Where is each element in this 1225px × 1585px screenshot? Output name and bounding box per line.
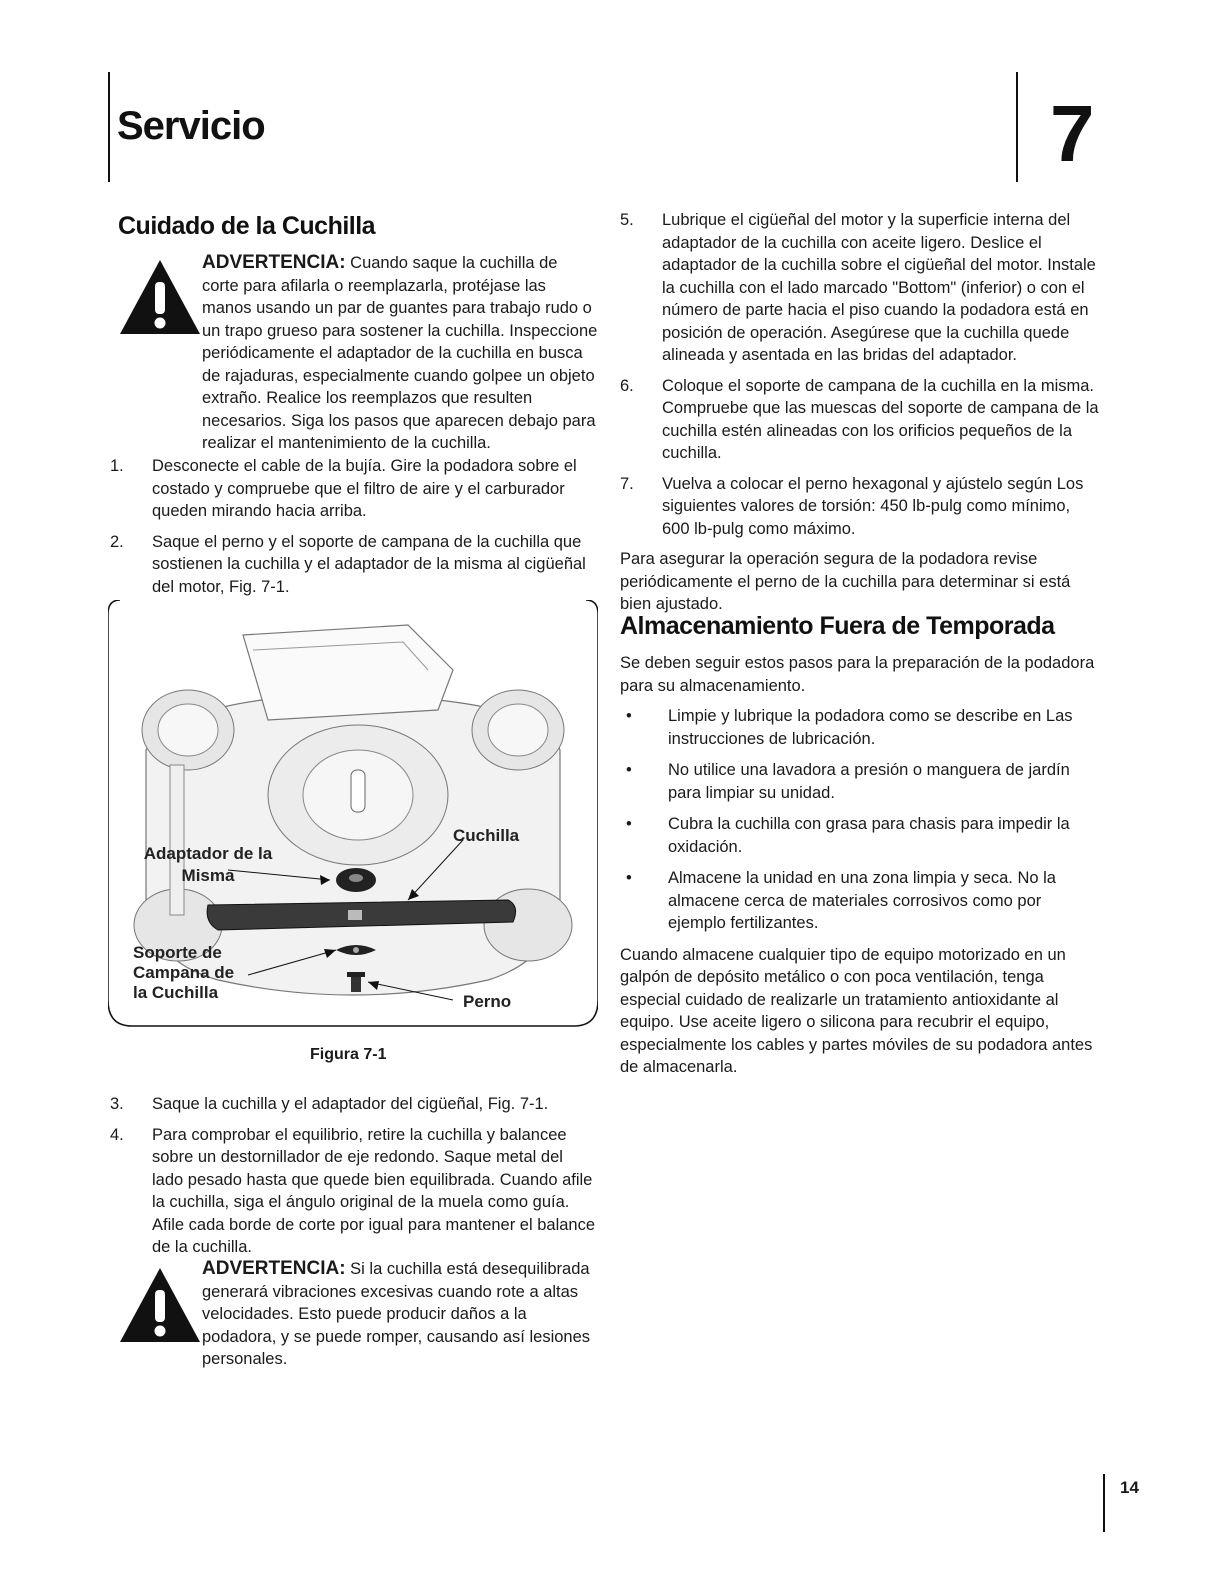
- warning-label: ADVERTENCIA:: [202, 252, 346, 273]
- section-title-blade-care: Cuidado de la Cuchilla: [118, 212, 376, 240]
- step-text: Coloque el soporte de campana de la cuchilla en la misma. Compruebe que las muescas del soporte de campana de la cuchilla estén alineadas con los orificios pequeños de la cuchilla.: [662, 376, 1099, 462]
- label-soporte: Soporte de Campana de la Cuchilla: [133, 943, 235, 1002]
- warning-text: Si la cuchilla está desequilibrada generará vibraciones excesivas cuando rote a altas velocidades. Esto puede producir daños a la podadora, y se puede romper, causando así lesiones personales.: [202, 1260, 591, 1368]
- step-text: Lubrique el cigüeñal del motor y la superficie interna del adaptador de la cuchilla con aceite ligero. Deslice el adaptador de la cuchilla sobre el cigüeñal del motor. Instale la cuchilla con el lado marcado "Bottom" (inferior) o con el número de parte hacia el piso cuando la podadora está en posición de operación. Asegúrese que la cuchilla quede alineada y asentada en las bridas del adaptador.: [662, 211, 1096, 364]
- step-text: Vuelva a colocar el perno hexagonal y ajústelo según Los siguientes valores de torsión: 450 lb-pulg como mínimo, 600 lb-pulg como máximo.: [662, 474, 1084, 538]
- figure-7-1: [108, 600, 598, 1028]
- list-item: [620, 209, 1100, 367]
- list-item: • Limpie y lubrique la podadora como se describe en Las instrucciones de lubricación.: [626, 707, 1073, 748]
- list-item: • Cubra la cuchilla con grasa para chasis para impedir la oxidación.: [626, 815, 1070, 856]
- warning-label: ADVERTENCIA:: [202, 1258, 346, 1279]
- warning-text: Cuando saque la cuchilla de corte para afilarla o reemplazarla, protéjase las manos usando un par de guantes para trabajo rudo o un trapo grueso para sostener la cuchilla. Inspeccione periódicamente el adaptador de la cuchilla en busca de rajaduras, especialmente cuando golpee un objeto extraño. Realice los reemplazos que resulten necesarios. Siga los pasos que aparecen debajo para realizar el mantenimiento de la cuchilla.: [202, 254, 598, 452]
- label-cuchilla: Cuchilla: [453, 826, 520, 845]
- step-text: Saque el perno y el soporte de campana de la cuchilla que sostienen la cuchilla y el adaptador de la misma al cigüeñal del motor, Fig. 7-1.: [152, 532, 586, 596]
- list-item: [620, 375, 1100, 465]
- footer-rule: [1103, 1474, 1105, 1532]
- paragraph: Cuando almacene cualquier tipo de equipo motorizado en un galpón de depósito metálico o con poca ventilación, tenga especial cuidado de realizarle un tratamiento antioxidante al equipo. Use aceite ligero o silicona para recubrir el equipo, especialmente los cables y partes móviles de su podadora antes de almacenarla.: [620, 945, 1093, 1076]
- header-right-rule: [1016, 72, 1018, 182]
- header-left-rule: [108, 72, 110, 182]
- step-number: 1.: [110, 457, 124, 475]
- list-item: [110, 531, 598, 599]
- label-adaptador: Adaptador de la Misma: [143, 844, 273, 885]
- steps-list-a: [110, 455, 598, 606]
- list-item: [110, 1124, 598, 1259]
- bullet-text: Almacene la unidad en una zona limpia y seca. No la almacene cerca de materiales corrosivos como por ejemplo fertilizantes.: [668, 869, 1056, 932]
- list-item: • No utilice una lavadora a presión o manguera de jardín para limpiar su unidad.: [626, 761, 1070, 802]
- storage-content: [620, 652, 1100, 1079]
- paragraph: Se deben seguir estos pasos para la preparación de la podadora para su almacenamiento.: [620, 654, 1095, 695]
- chapter-number: 7: [1050, 89, 1095, 178]
- step-text: Saque la cuchilla y el adaptador del cigüeñal, Fig. 7-1.: [152, 1095, 549, 1113]
- figure-caption: Figura 7-1: [310, 1046, 387, 1063]
- list-item: [110, 455, 598, 523]
- warning-block-1: [118, 252, 598, 455]
- bullet-text: Limpie y lubrique la podadora como se describe en Las instrucciones de lubricación.: [668, 707, 1073, 748]
- step-number: 4.: [110, 1125, 124, 1144]
- list-item: [110, 1093, 598, 1116]
- list-item: • Almacene la unidad en una zona limpia y seca. No la almacene cerca de materiales corrosivos como por ejemplo fertilizantes.: [626, 869, 1056, 932]
- list-item: [620, 473, 1100, 541]
- step-number: 7.: [620, 474, 634, 493]
- warning-triangle-icon: [118, 1266, 202, 1344]
- warning-block-2: [118, 1258, 598, 1371]
- step-number: 3.: [110, 1095, 124, 1113]
- step-text: Para comprobar el equilibrio, retire la cuchilla y balancee sobre un destornillador de eje redondo. Saque metal del lado pesado hasta que quede bien equilibrada. Cuando afile la cuchilla, siga el ángulo original de la muela como guía. Afile cada borde de corte por igual para mantener el balance de la cuchilla.: [152, 1125, 596, 1256]
- steps-list-right: [620, 209, 1100, 616]
- paragraph: Para asegurar la operación segura de la podadora revise periódicamente el perno de la cuchilla para determinar si está bien ajustado.: [620, 550, 1071, 613]
- section-title-storage: Almacenamiento Fuera de Temporada: [620, 612, 1055, 640]
- label-perno: Perno: [463, 992, 512, 1011]
- bullet-text: No utilice una lavadora a presión o manguera de jardín para limpiar su unidad.: [668, 761, 1070, 802]
- bullet-text: Cubra la cuchilla con grasa para chasis para impedir la oxidación.: [668, 815, 1070, 856]
- step-text: Desconecte el cable de la bujía. Gire la podadora sobre el costado y compruebe que el filtro de aire y el carburador queden mirando hacia arriba.: [152, 457, 577, 520]
- page-title: Servicio: [117, 104, 265, 148]
- step-number: 2.: [110, 532, 124, 551]
- warning-triangle-icon: [118, 258, 202, 336]
- step-number: 5.: [620, 211, 634, 229]
- step-number: 6.: [620, 376, 634, 395]
- steps-list-b: [110, 1093, 598, 1267]
- page-number: 14: [1120, 1478, 1139, 1497]
